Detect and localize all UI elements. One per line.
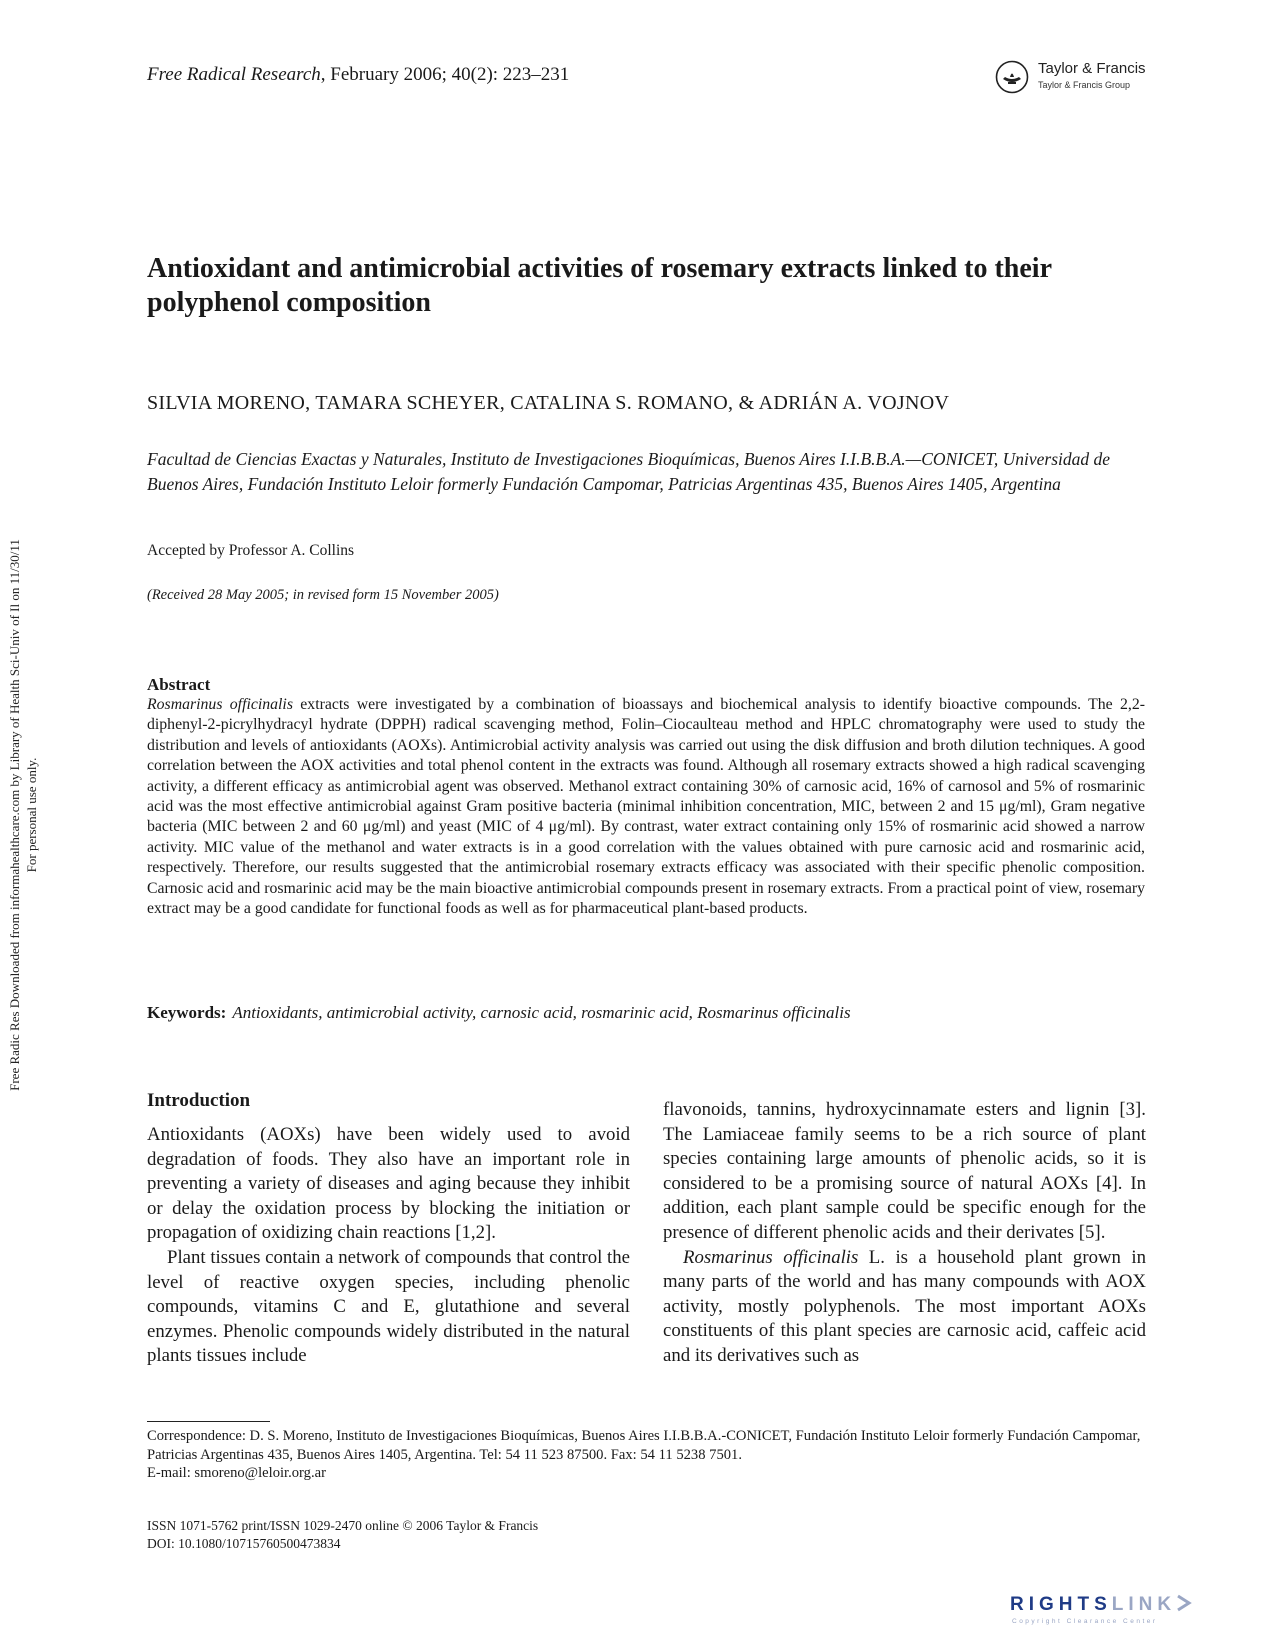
keywords-values: Antioxidants, antimicrobial activity, carnosic acid, rosmarinic acid, Rosmarinus officinalis (232, 1003, 851, 1022)
download-stamp-line2: For personal use only. (24, 757, 39, 873)
correspondence-footnote (147, 1427, 1145, 1483)
journal-issue: , February 2006; 40(2): 223–231 (320, 64, 570, 85)
rightslink-logo[interactable] (1010, 1594, 1240, 1634)
download-stamp-line1: Free Radic Res Downloaded from informahealthcare.com by Library of Health Sci-Univ of Il on 11/30/11 (7, 539, 22, 1091)
abstract-heading: Abstract (147, 675, 211, 694)
column-right (663, 1098, 1146, 1369)
affiliation: Facultad de Ciencias Exactas y Naturales, Instituto de Investigaciones Bioquímicas, Buenos Aires I.I.B.B.A.—CONICET, Universidad de Buenos Aires, Fundación Instituto Leloir formerly Fundación Campomar, Patricias Argentinas 435, Buenos Aires 1405, Argentina (147, 449, 1111, 494)
rightslink-light: LINK (1111, 1594, 1177, 1615)
abstract-species: Rosmarinus officinalis (147, 696, 293, 713)
footnote-rule (147, 1421, 270, 1422)
keywords-label: Keywords: (147, 1003, 227, 1022)
accepted-by: Accepted by Professor A. Collins (147, 542, 355, 559)
intro-paragraph-2: Plant tissues contain a network of compounds that control the level of reactive oxygen species, including phenolic compounds, vitamins C and E, glutathione and several enzymes. Phenolic compounds widely distributed in the natural plants tissues include (147, 1246, 630, 1367)
intro-paragraph-4 (663, 1246, 1146, 1369)
abstract-text: extracts were investigated by a combination of bioassays and biochemical analysis to identify bioactive compounds. The 2,2-diphenyl-2-picrylhydracyl hydrate (DPPH) radical scavenging method, Folin–Ciocaulteau method and HPLC chromatography were used to study the distribution and levels of antioxidants (AOXs). Antimicrobial activity analysis was carried out using the disk diffusion and broth dilution techniques. A good correlation between the AOX activities and total phenol content in the extracts was found. Although all rosemary extracts showed a high radical scavenging activity, a different efficacy as antimicrobial agent was observed. Methanol extract containing 30% of carnosic acid, 16% of carnosol and 5% of rosmarinic acid was the most effective antimicrobial against Gram positive bacteria (minimal inhibition concentration, MIC, between 2 and 15 μg/ml), Gram negative bacteria (MIC between 2 and 60 μg/ml) and yeast (MIC of 4 μg/ml). By contrast, water extract containing only 15% of rosmarinic acid showed a narrow activity. MIC value of the methanol and water extracts is in a good correlation with the values obtained with pure carnosic acid and rosmarinic acid, respectively. Therefore, our results suggested that the antimicrobial rosemary extracts efficacy was associated with their specific phenolic composition. Carnosic acid and rosmarinic acid may be the main bioactive antimicrobial compounds present in rosemary extracts. From a practical point of view, rosemary extract may be a good candidate for functional foods as well as for pharmaceutical plant-based products. (147, 696, 1146, 918)
rightslink-tagline: Copyright Clearance Center (1012, 1618, 1158, 1625)
abstract-body (147, 695, 1145, 919)
author-list: SILVIA MORENO, TAMARA SCHEYER, CATALINA S. ROMANO, & ADRIÁN A. VOJNOV (147, 392, 950, 414)
intro-species: Rosmarinus officinalis (683, 1246, 859, 1268)
introduction-heading: Introduction (147, 1090, 251, 1111)
issn-line: ISSN 1071-5762 print/ISSN 1029-2470 online © 2006 Taylor & Francis (147, 1518, 539, 1533)
journal-name: Free Radical Research (147, 64, 321, 85)
column-left (147, 1123, 630, 1369)
publisher-group: Taylor & Francis Group (1038, 80, 1131, 90)
issn-block (147, 1517, 538, 1552)
rightslink-arrow-icon (1176, 1594, 1192, 1612)
keywords (147, 1003, 1145, 1023)
publisher-lamp-icon (995, 60, 1029, 94)
download-stamp (0, 0, 50, 1200)
publisher-name: Taylor & Francis (1038, 60, 1146, 77)
doi-line: DOI: 10.1080/10715760500473834 (147, 1535, 341, 1551)
correspondence-email: E-mail: smoreno@leloir.org.ar (147, 1465, 326, 1482)
intro-paragraph-4-text: L. is a household plant grown in many parts of the world and has many compounds with AOX activity, mostly polyphenols. The most important AOXs constituents of this plant species are carnosic acid, caffeic acid and its derivatives such as (663, 1246, 1146, 1366)
journal-citation (147, 64, 569, 86)
publisher-logo (995, 56, 1195, 100)
intro-paragraph-3: flavonoids, tannins, hydroxycinnamate esters and lignin [3]. The Lamiaceae family seems to be a rich source of plant species containing large amounts of phenolic acids, so it is considered to be a promising source of natural AOXs [4]. In addition, each plant sample could be specific enough for the presence of different phenolic acids and their derivates [5]. (663, 1099, 1146, 1243)
rightslink-bold: RIGHTS (1010, 1594, 1112, 1615)
intro-paragraph-1: Antioxidants (AOXs) have been widely used to avoid degradation of foods. They also have an important role in preventing a variety of diseases and aging because they inhibit or delay the oxidation process by blocking the initiation or propagation of oxidizing chain reactions [1,2]. (147, 1124, 630, 1244)
correspondence-text: Correspondence: D. S. Moreno, Instituto de Investigaciones Bioquímicas, Buenos Aires I.I.B.B.A.-CONICET, Fundación Instituto Leloir formerly Fundación Campomar, Patricias Argentinas 435, Buenos Aires 1405, Argentina. Tel: 54 11 523 87500. Fax: 54 11 5238 7501. (147, 1428, 1141, 1463)
received-dates: (Received 28 May 2005; in revised form 15 November 2005) (147, 587, 499, 603)
article-title: Antioxidant and antimicrobial activities of rosemary extracts linked to their polyphenol composition (147, 253, 1052, 318)
